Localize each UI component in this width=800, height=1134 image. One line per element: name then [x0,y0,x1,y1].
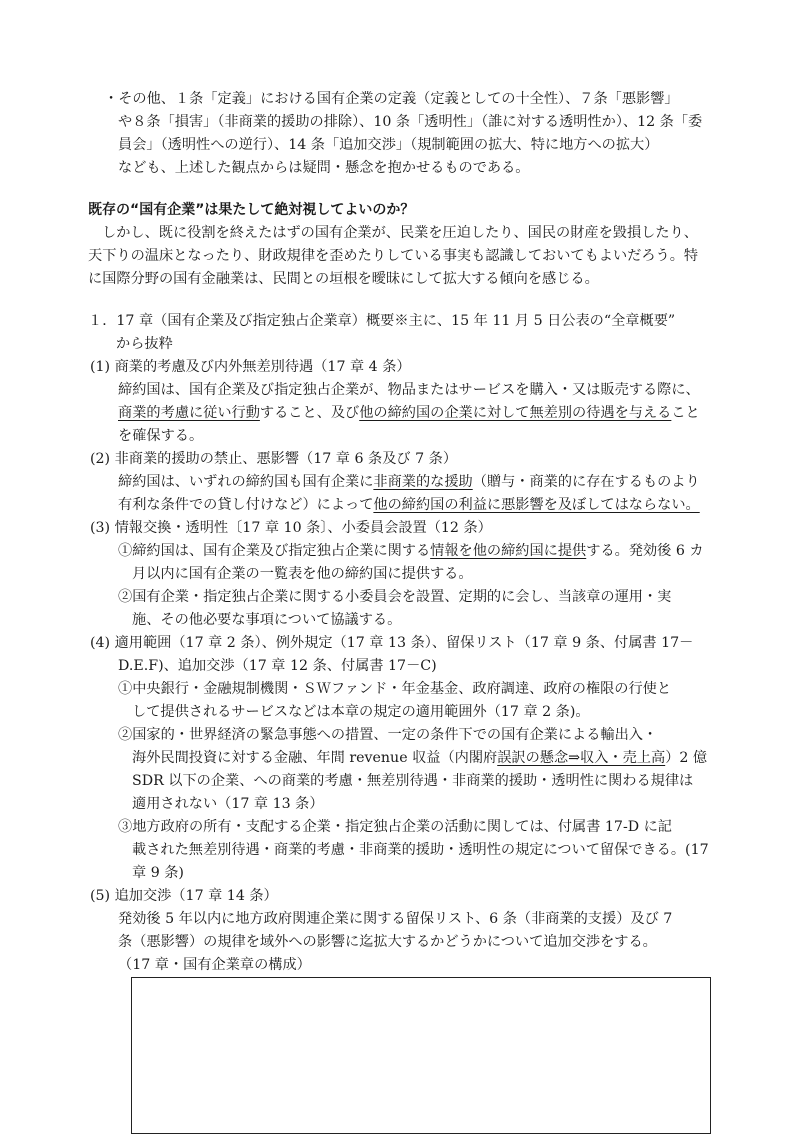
subsection-heading: (2) 非商業的援助の禁止、悪影響（17 章 6 条及び 7 条） [90,451,458,467]
subsection-line [118,494,700,517]
intro-note-line: や８条「損害」（非商業的援助の排除）、10 条「透明性」（誰に対する透明性か）、12 条「委 [118,114,703,130]
subsection-line: 条（悪影響）の規律を域外への影響に迄拡大するかどうかについて追加交渉をする。 [118,934,657,950]
intro-note-line: 員会」（透明性への逆行）、14 条「追加交渉」（規制範囲の拡大、特に地方への拡大） [118,137,659,153]
text-run: ）2 億 [665,750,708,766]
clause-line: 章 9 条) [132,865,184,881]
subsection-line [118,471,700,494]
text-run: 締約国は、いずれの締約国も国有企業に [118,474,374,490]
clause-line: して提供されるサービスなどは本章の規定の適用範囲外（17 章 2 条)。 [132,704,590,720]
clause-line [118,540,704,563]
underlined-phrase: 非商業的な援助 [373,474,473,490]
paragraph-line: しかし、既に役割を終えたはずの国有企業が、民業を圧迫したり、国民の財産を毀損したり、 [102,225,698,241]
clause-line: ②国家的・世界経済の緊急事態への措置、一定の条件下での国有企業による輸出入・ [118,727,658,743]
subsection-line: 締約国は、国有企業及び指定独占企業が、物品またはサービスを購入・又は販売する際に、 [118,382,700,398]
intro-note-line: なども、上述した観点からは疑問・懸念を抱かせるものである。 [118,160,530,176]
clause-line: 適用されない（17 章 13 条） [132,796,324,812]
text-run: する。発効後 6 カ [586,543,704,559]
clause-line: 載された無差別待遇・商業的考慮・非商業的援助・透明性の規定について留保できる。(17 [132,842,709,858]
text-run: 有利な条件での貸し付けなど）によって [118,497,374,513]
clause-line [132,747,707,770]
section-heading: 既存の“国有企業”は果たして絶対視してよいのか？ [88,202,415,218]
subsection-heading: (1) 商業的考慮及び内外無差別待遇（17 章 4 条） [90,359,411,375]
clause-line: 施、その他必要な事項について協議する。 [132,612,402,628]
underlined-phrase: 他の締約国の利益に悪影響を及ぼしてはならない。 [373,497,700,513]
text-run: こと [671,405,700,421]
text-run: ①締約国は、国有企業及び指定独占企業に関する [118,543,431,559]
subsection-line [118,402,700,425]
clause-line: ①中央銀行・金融規制機関・ＳＷファンド・年金基金、政府調達、政府の権限の行使と [118,681,672,697]
underlined-phrase: 他の締約国の企業に対して無差別の待遇を与える [359,405,672,421]
item-1-title-cont: から抜粋 [116,336,173,352]
clause-line: 月以内に国有企業の一覧表を他の締約国に提供する。 [132,566,473,582]
subsection-line: を確保する。 [118,428,204,444]
item-1-title: １．17 章（国有企業及び指定独占企業章）概要※主に、15 年 11 月 5 日公表の“全章概要” [88,313,676,329]
text-run: 海外民間投資に対する金融、年間 revenue 収益（内閣府 [132,750,498,766]
intro-note-line: ・その他、１条「定義」における国有企業の定義（定義としての十全性）、７条「悪影響」 [104,91,679,107]
underlined-phrase: 商業的考慮に従い行動 [118,405,260,421]
underlined-phrase: 情報を他の締約国に提供 [430,543,587,559]
underlined-phrase: 誤訳の懸念⇒収入・売上高 [497,750,666,766]
subsection-heading-cont: D.E.F)、追加交渉（17 章 12 条、付属書 17－C) [118,658,437,674]
subsection-line: 発効後 5 年以内に地方政府関連企業に関する留保リスト、6 条（非商業的支援）及び 7 [118,911,673,927]
paragraph-line: に国際分野の国有金融業は、民間との垣根を曖昧にして拡大する傾向を感じる。 [88,271,599,287]
subsection-heading: (4) 適用範囲（17 章 2 条）、例外規定（17 章 13 条）、留保リスト（17 章 9 条、付属書 17－ [90,635,694,651]
text-run: すること、及び [259,405,360,421]
subsection-heading: (3) 情報交換・透明性〔17 章 10 条〕、小委員会設置（12 条） [90,520,492,536]
structure-box-caption: （17 章・国有企業章の構成） [118,957,311,973]
clause-line: SDR 以下の企業、への商業的考慮・無差別待遇・非商業的援助・透明性に関わる規律は [132,773,694,789]
clause-line: ③地方政府の所有・支配する企業・指定独占企業の活動に関しては、付属書 17-D に記 [118,819,672,835]
text-run: （贈与・商業的に存在するものより [472,474,700,490]
paragraph-line: 天下りの温床となったり、財政規律を歪めたりしている事実も認識しておいてもよいだろう。特 [88,248,699,264]
structure-box [131,977,711,1134]
clause-line: ②国有企業・指定独占企業に関する小委員会を設置、定期的に会し、当該章の運用・実 [118,589,672,605]
subsection-heading: (5) 追加交渉（17 章 14 条） [90,888,278,904]
